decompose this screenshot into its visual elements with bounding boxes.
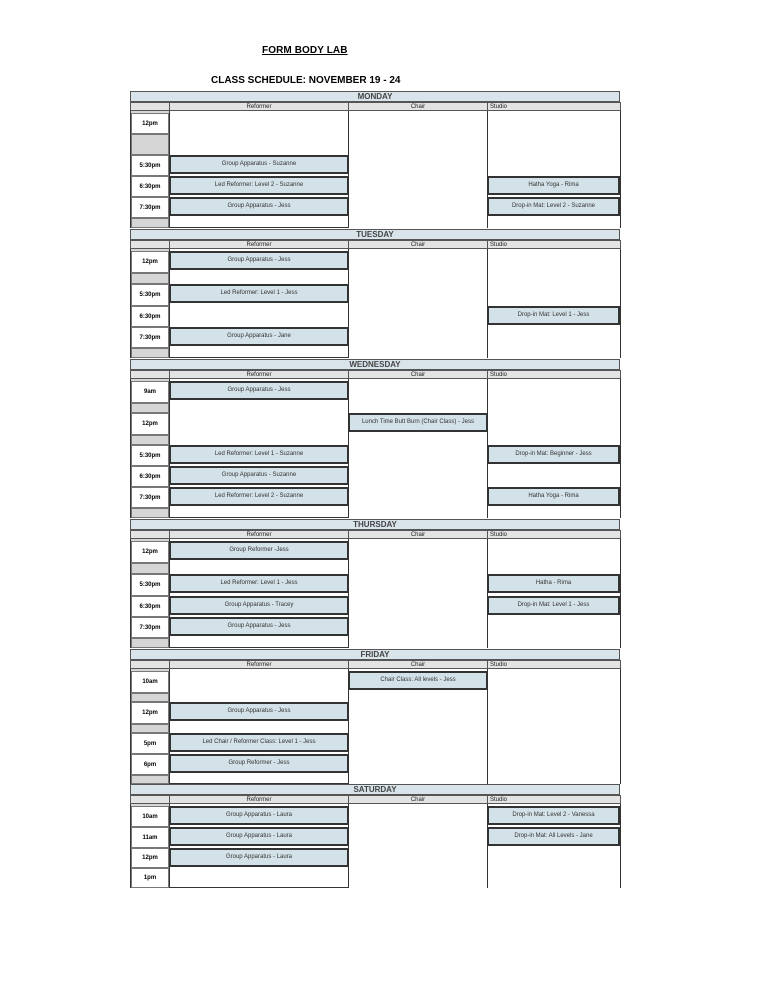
time-label: 1pm [143,875,157,881]
time-slot [131,284,169,306]
column-bottom-line [169,887,349,888]
time-slot [131,848,169,868]
time-label: 10am [142,679,158,685]
class-reformer-cell[interactable]: Group Apparatus - Laura [169,827,349,846]
time-label: 5:30pm [139,292,161,298]
class-reformer-cell[interactable]: Led Reformer: Level 2 - Suzanne [169,176,349,195]
time-label: 5:30pm [139,162,161,169]
time-slot [131,754,169,775]
column-header-studio: Studio [487,530,621,539]
class-studio-cell[interactable]: Drop-in Mat: All Levels - Jane [487,827,620,846]
column-header-studio: Studio [487,102,621,111]
column-header-reformer: Reformer [169,102,349,111]
schedule-subtitle: CLASS SCHEDULE: NOVEMBER 19 - 24 [211,75,401,86]
time-slot [131,574,169,596]
time-slot [131,596,169,617]
time-slot [131,403,169,413]
time-label: 5:30pm [139,582,161,588]
time-slot [131,413,169,435]
time-slot [131,466,169,487]
time-slot [131,348,169,358]
time-slot [131,176,169,197]
time-label: 12pm [142,120,158,127]
column-divider [487,249,488,358]
column-header-blank [130,240,170,249]
column-header-chair: Chair [348,102,488,111]
column-header-chair: Chair [348,240,488,249]
time-slot [131,541,169,563]
time-slot [131,218,169,228]
class-reformer-cell[interactable]: Group Reformer - Jess [169,754,349,773]
time-slot [131,617,169,638]
time-slot [131,273,169,284]
day-header-saturday: SATURDAY [130,784,620,795]
day-header-wednesday: WEDNESDAY [130,359,620,370]
column-header-blank [130,795,170,804]
column-header-blank [130,102,170,111]
day-header-friday: FRIDAY [130,649,620,660]
time-slot [131,381,169,403]
time-slot [131,445,169,466]
column-header-chair: Chair [348,795,488,804]
class-reformer-cell[interactable]: Led Reformer: Level 1 - Jess [169,284,349,303]
time-label: 12pm [142,549,158,555]
class-reformer-cell[interactable]: Group Apparatus - Jess [169,197,349,216]
time-label: 7:30pm [139,204,161,211]
column-header-blank [130,530,170,539]
day-header-thursday: THURSDAY [130,519,620,530]
column-header-reformer: Reformer [169,240,349,249]
column-header-chair: Chair [348,370,488,379]
column-bottom-line [169,647,349,648]
time-slot [131,251,169,273]
time-label: 11am [142,834,158,841]
column-header-chair: Chair [348,530,488,539]
class-reformer-cell[interactable]: Group Apparatus - Tracey [169,596,349,615]
time-slot [131,693,169,702]
column-header-studio: Studio [487,795,621,804]
column-header-reformer: Reformer [169,370,349,379]
time-label: 12pm [142,710,158,716]
time-label: 10am [142,813,158,820]
time-label: 7:30pm [139,334,161,341]
time-slot [131,197,169,218]
time-label: 7:30pm [139,494,161,501]
class-reformer-cell[interactable]: Led Reformer: Level 1 - Suzanne [169,445,349,464]
column-bottom-line [169,517,349,518]
class-reformer-cell[interactable]: Group Apparatus - Suzanne [169,155,349,174]
column-header-studio: Studio [487,660,621,669]
class-reformer-cell[interactable]: Group Apparatus - Jess [169,381,349,400]
column-header-chair: Chair [348,660,488,669]
column-header-blank [130,370,170,379]
time-label: 5pm [143,740,157,747]
class-reformer-cell[interactable]: Group Apparatus - Suzanne [169,466,349,485]
time-label: 7:30pm [139,624,161,631]
class-studio-cell[interactable]: Hatha Yoga - Rima [487,176,620,195]
column-header-reformer: Reformer [169,530,349,539]
day-header-monday: MONDAY [130,91,620,102]
time-slot [131,733,169,754]
class-studio-cell[interactable]: Drop-in Mat: Level 1 - Jess [487,596,620,615]
class-reformer-cell[interactable]: Group Apparatus - Jess [169,702,349,721]
time-slot [131,868,169,888]
class-reformer-cell[interactable]: Group Apparatus - Laura [169,848,349,867]
column-header-reformer: Reformer [169,795,349,804]
time-slot [131,702,169,724]
class-reformer-cell[interactable]: Group Reformer -Jess [169,541,349,560]
time-slot [131,827,169,848]
column-divider [487,539,488,648]
time-label: 12pm [142,421,158,427]
time-label: 6:30pm [139,473,161,480]
time-slot [131,806,169,827]
time-label: 12pm [142,855,158,861]
time-slot [131,327,169,348]
column-bottom-line [169,227,349,228]
time-slot [131,155,169,176]
column-header-studio: Studio [487,370,621,379]
time-slot [131,563,169,574]
column-header-reformer: Reformer [169,660,349,669]
column-bottom-line [169,357,349,358]
class-studio-cell[interactable]: Hatha Yoga - Rima [487,487,620,506]
time-label: 12pm [142,259,158,265]
time-slot [131,671,169,693]
class-reformer-cell[interactable]: Group Apparatus - Laura [169,806,349,825]
column-header-blank [130,660,170,669]
time-label: 9am [143,389,156,395]
time-slot [131,134,169,155]
class-studio-cell[interactable]: Drop-in Mat: Beginner - Jess [487,445,620,464]
class-reformer-cell[interactable]: Group Apparatus - Jane [169,327,349,346]
day-header-tuesday: TUESDAY [130,229,620,240]
document-title: FORM BODY LAB [262,45,348,56]
time-slot [131,306,169,327]
time-slot [131,435,169,445]
time-label: 6pm [143,761,157,768]
time-slot [131,113,169,134]
time-slot [131,775,169,784]
time-label: 6:30pm [139,603,161,610]
class-reformer-cell[interactable]: Group Apparatus - Jess [169,251,349,270]
class-chair-cell[interactable]: Chair Class: All levels - Jess [348,671,488,690]
class-studio-cell[interactable]: Drop-in Mat: Level 1 - Jess [487,306,620,325]
class-reformer-cell[interactable]: Group Apparatus - Jess [169,617,349,636]
time-slot [131,508,169,518]
time-slot [131,487,169,508]
class-chair-cell[interactable]: Lunch Time Butt Burn (Chair Class) - Jess [348,413,488,432]
class-reformer-cell[interactable]: Led Reformer: Level 2 - Suzanne [169,487,349,506]
class-studio-cell[interactable]: Hatha - Rima [487,574,620,593]
class-reformer-cell[interactable]: Led Chair / Reformer Class: Level 1 - Jess [169,733,349,752]
time-label: 5:30pm [139,452,161,459]
column-header-studio: Studio [487,240,621,249]
class-studio-cell[interactable]: Drop-in Mat: Level 2 - Suzanne [487,197,620,216]
class-studio-cell[interactable]: Drop-in Mat: Level 2 - Vanessa [487,806,620,825]
time-label: 6:30pm [139,313,161,320]
time-label: 6:30pm [139,183,161,190]
class-reformer-cell[interactable]: Led Reformer: Level 1 - Jess [169,574,349,593]
time-slot [131,638,169,648]
time-slot [131,724,169,733]
